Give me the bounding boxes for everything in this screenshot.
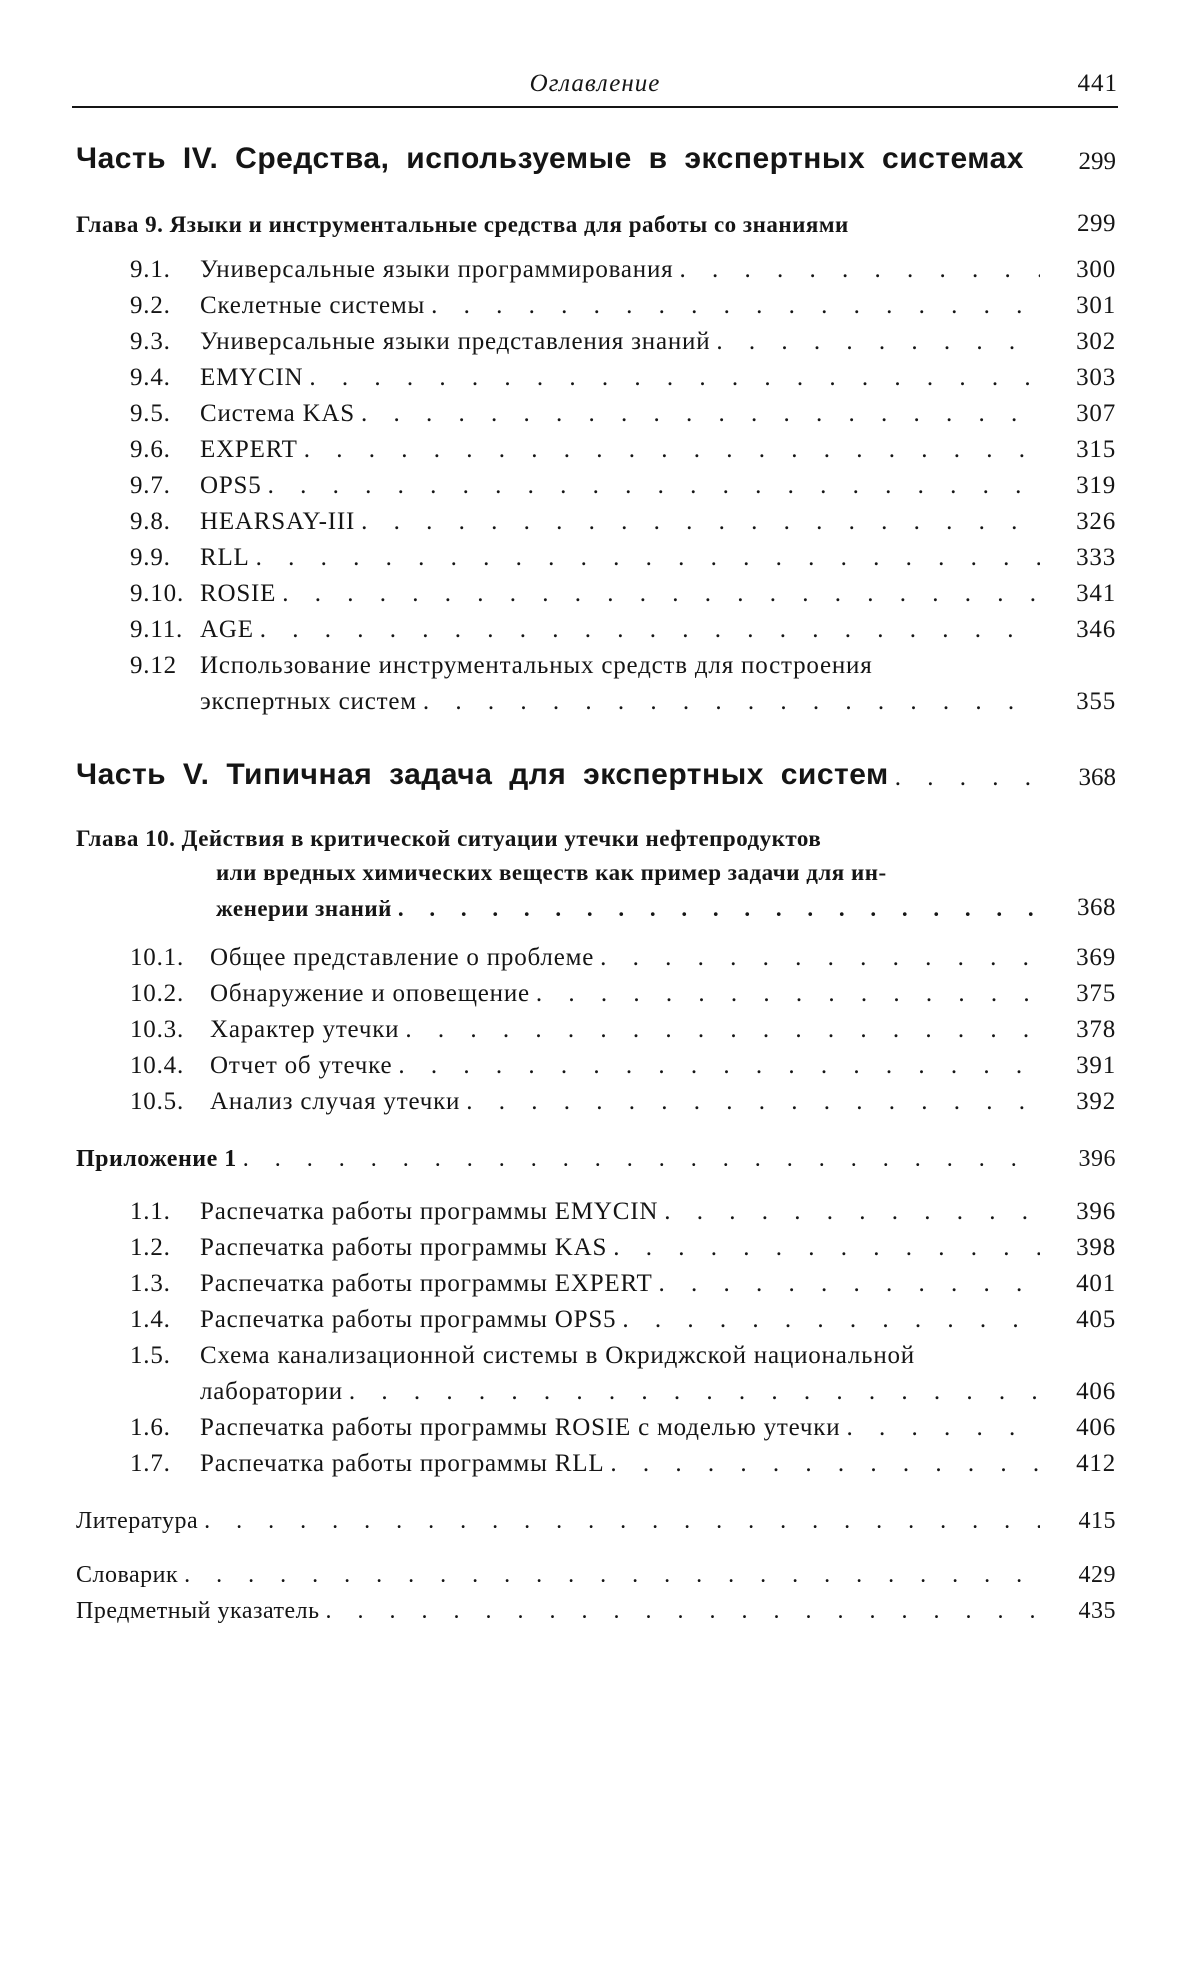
page-number: 435 (1078, 1598, 1116, 1624)
toc-entry[interactable] (76, 472, 1116, 500)
dot-leader (184, 1562, 1040, 1589)
section-number: 9.10. (130, 580, 184, 607)
section-title: Распечатка работы программы OPS5 (200, 1306, 617, 1333)
section-number: 9.6. (130, 436, 171, 463)
dot-leader (431, 292, 1040, 320)
page-number: 396 (1076, 1198, 1116, 1225)
page-number: 341 (1076, 580, 1116, 607)
toc-entry[interactable] (76, 400, 1116, 428)
page-number: 301 (1076, 292, 1116, 319)
page-number: 368 (1077, 894, 1116, 921)
section-title-line-1: Схема канализационной системы в Окриджской национальной (200, 1342, 915, 1369)
page-number: 375 (1076, 980, 1116, 1007)
dot-leader (423, 688, 1040, 716)
page-number: 307 (1076, 400, 1116, 427)
section-number: 1.4. (130, 1306, 171, 1333)
page-number: 319 (1076, 472, 1116, 499)
toc-entry[interactable] (76, 1016, 1116, 1044)
toc-chapter-10[interactable] (76, 826, 1116, 852)
dot-leader (679, 256, 1040, 284)
page-number: 398 (1076, 1234, 1116, 1261)
part-title: Часть IV. Средства, используемые в экспертных системах (76, 142, 1024, 175)
toc-entry[interactable] (76, 1306, 1116, 1334)
dot-leader (398, 1052, 1040, 1080)
toc-entry[interactable] (76, 616, 1116, 644)
section-title: Общее представление о проблеме (210, 944, 595, 971)
dot-leader (466, 1088, 1040, 1116)
section-number: 1.7. (130, 1450, 171, 1477)
section-title: HEARSAY-III (200, 508, 356, 535)
page-number: 406 (1076, 1378, 1116, 1405)
dot-leader (282, 580, 1040, 608)
dot-leader (895, 764, 1040, 792)
toc-chapter-9[interactable] (76, 210, 1116, 238)
page-number: 315 (1076, 436, 1116, 463)
toc-entry-references[interactable] (76, 1508, 1116, 1535)
section-number: 9.9. (130, 544, 171, 571)
entry-title: Словарик (76, 1562, 179, 1588)
dot-leader (204, 1508, 1040, 1535)
section-number: 9.2. (130, 292, 171, 319)
dot-leader (256, 544, 1040, 572)
toc-entry[interactable] (76, 1052, 1116, 1080)
section-title: Распечатка работы программы ROSIE с моделью утечки (200, 1414, 841, 1441)
section-number: 10.2. (130, 980, 184, 1007)
part-title: Часть V. Типичная задача для экспертных систем (76, 758, 889, 791)
dot-leader (349, 1378, 1040, 1406)
page-number: 299 (1078, 148, 1116, 175)
chapter-title-line-3: женерии знаний (216, 896, 392, 921)
page-number: 415 (1078, 1508, 1116, 1534)
toc-entry[interactable] (76, 1270, 1116, 1298)
section-number: 10.3. (130, 1016, 184, 1043)
dot-leader (536, 980, 1040, 1008)
section-title: Распечатка работы программы RLL (200, 1450, 605, 1477)
entry-title: Предметный указатель (76, 1598, 320, 1624)
section-title: AGE (200, 616, 254, 643)
section-number: 10.4. (130, 1052, 184, 1079)
section-title: RLL (200, 544, 250, 571)
dot-leader (268, 472, 1040, 500)
toc-entry[interactable] (76, 328, 1116, 356)
page-number: 429 (1078, 1562, 1116, 1588)
chapter-title-line-2: или вредных химических веществ как пример задачи для ин- (216, 860, 887, 885)
section-title: EMYCIN (200, 364, 304, 391)
page-number: 396 (1078, 1146, 1116, 1172)
section-title: Универсальные языки программирования (200, 256, 674, 283)
section-number: 9.11. (130, 616, 184, 643)
page-number: 355 (1076, 688, 1116, 715)
dot-leader (326, 1598, 1040, 1625)
section-title: Распечатка работы программы EXPERT (200, 1270, 653, 1297)
toc-entry[interactable] (76, 944, 1116, 972)
page-number: 368 (1078, 764, 1116, 791)
toc-entry[interactable] (76, 980, 1116, 1008)
toc-entry[interactable] (76, 292, 1116, 320)
toc-entry-continuation (76, 1378, 1116, 1406)
section-title: Обнаружение и оповещение (210, 980, 530, 1007)
section-number: 10.5. (130, 1088, 184, 1115)
section-number: 1.2. (130, 1234, 171, 1261)
toc-chapter-10-continuation (76, 860, 1116, 886)
toc-part-5[interactable] (76, 758, 1116, 792)
toc-part-4[interactable] (76, 142, 1116, 176)
section-title: Распечатка работы программы KAS (200, 1234, 608, 1261)
entry-title: Литература (76, 1508, 199, 1534)
dot-leader (243, 1146, 1040, 1173)
section-title-line-2: экспертных систем (200, 688, 417, 715)
section-number: 9.7. (130, 472, 171, 499)
dot-leader (260, 616, 1040, 644)
section-title: Отчет об утечке (210, 1052, 393, 1079)
toc-entry[interactable] (76, 1198, 1116, 1226)
dot-leader (664, 1198, 1040, 1226)
running-head-page-number: 441 (1077, 70, 1118, 97)
dot-leader (398, 896, 1040, 922)
toc-entry[interactable] (76, 1234, 1116, 1262)
appendix-title: Приложение 1 (76, 1146, 237, 1172)
section-title: ROSIE (200, 580, 277, 607)
toc-entry-glossary[interactable] (76, 1562, 1116, 1589)
page-number: 300 (1076, 256, 1116, 283)
toc-entry[interactable] (76, 544, 1116, 572)
toc-entry[interactable] (76, 436, 1116, 464)
dot-leader (613, 1234, 1040, 1262)
dot-leader (304, 436, 1040, 464)
toc-entry[interactable] (76, 256, 1116, 284)
page-number: 333 (1076, 544, 1116, 571)
chapter-title: Глава 9. Языки и инструментальные средства для работы со знаниями (76, 212, 849, 237)
section-title: EXPERT (200, 436, 298, 463)
page-number: 401 (1076, 1270, 1116, 1297)
section-number: 9.1. (130, 256, 171, 283)
page-number: 326 (1076, 508, 1116, 535)
section-title: Характер утечки (210, 1016, 400, 1043)
section-number: 9.5. (130, 400, 171, 427)
toc-entry[interactable] (76, 1450, 1116, 1478)
dot-leader (405, 1016, 1040, 1044)
page-number: 346 (1076, 616, 1116, 643)
toc-entry[interactable] (76, 508, 1116, 536)
toc-entry[interactable] (76, 1414, 1116, 1442)
dot-leader (846, 1414, 1040, 1442)
dot-leader (610, 1450, 1040, 1478)
section-number: 9.12 (130, 652, 177, 679)
section-number: 1.6. (130, 1414, 171, 1441)
section-number: 9.8. (130, 508, 171, 535)
page-number: 303 (1076, 364, 1116, 391)
section-title: Система KAS (200, 400, 355, 427)
page-number: 369 (1076, 944, 1116, 971)
dot-leader (716, 328, 1040, 356)
dot-leader (659, 1270, 1040, 1298)
running-head-title: Оглавление (529, 70, 661, 97)
toc-entry[interactable] (76, 580, 1116, 608)
page-number: 392 (1076, 1088, 1116, 1115)
toc-entry-index[interactable] (76, 1598, 1116, 1625)
section-number: 10.1. (130, 944, 184, 971)
chapter-title-line-1: Глава 10. Действия в критической ситуации утечки нефтепродуктов (76, 826, 822, 851)
toc-entry[interactable] (76, 1088, 1116, 1116)
page-number: 391 (1076, 1052, 1116, 1079)
toc-entry-continuation (76, 688, 1116, 716)
page-number: 299 (1077, 210, 1116, 237)
page-number: 406 (1076, 1414, 1116, 1441)
section-title: OPS5 (200, 472, 262, 499)
section-title-line-2: лаборатории (200, 1378, 343, 1405)
section-title: Скелетные системы (200, 292, 426, 319)
section-number: 1.1. (130, 1198, 171, 1225)
page-number: 302 (1076, 328, 1116, 355)
section-number: 1.3. (130, 1270, 171, 1297)
dot-leader (361, 400, 1040, 428)
section-title: Анализ случая утечки (210, 1088, 461, 1115)
toc-entry[interactable] (76, 364, 1116, 392)
dot-leader (309, 364, 1040, 392)
toc-appendix-1[interactable] (76, 1146, 1116, 1173)
section-title: Распечатка работы программы EMYCIN (200, 1198, 659, 1225)
section-title-line-1: Использование инструментальных средств для построения (200, 652, 873, 679)
dot-leader (600, 944, 1040, 972)
dot-leader (622, 1306, 1040, 1334)
header-rule (72, 106, 1118, 108)
section-title: Универсальные языки представления знаний (200, 328, 711, 355)
page-number: 405 (1076, 1306, 1116, 1333)
page-number: 412 (1076, 1450, 1116, 1477)
toc-entry-multiline[interactable] (76, 652, 1116, 680)
toc-entry-multiline[interactable] (76, 1342, 1116, 1370)
section-number: 1.5. (130, 1342, 171, 1369)
dot-leader (361, 508, 1040, 536)
toc-chapter-10-continuation (76, 894, 1116, 922)
section-number: 9.3. (130, 328, 171, 355)
page-number: 378 (1076, 1016, 1116, 1043)
running-head (72, 66, 1118, 108)
section-number: 9.4. (130, 364, 171, 391)
